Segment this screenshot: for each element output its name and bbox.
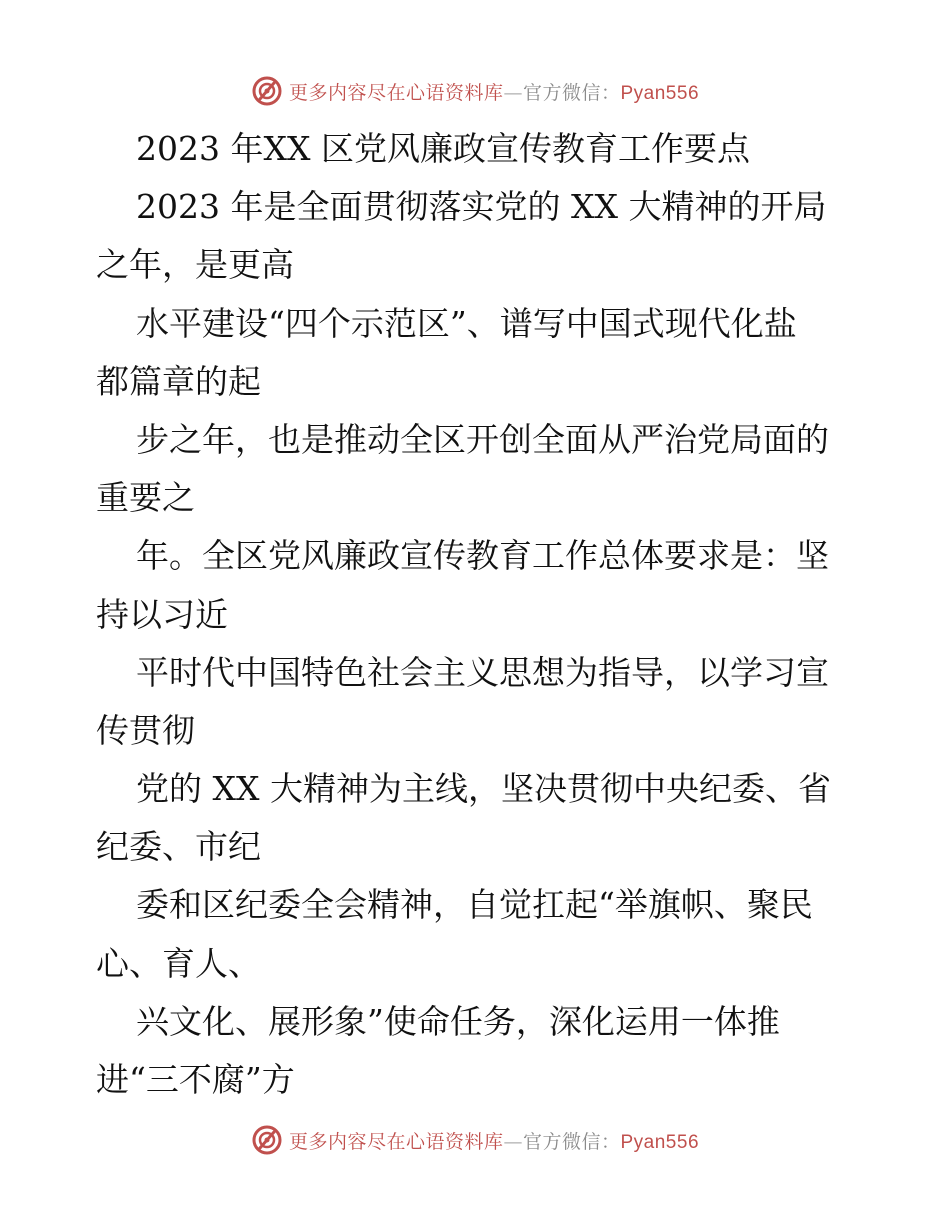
header-wechat-label: 官方微信： — [522, 81, 621, 104]
header-banner — [0, 71, 950, 111]
header-banner-text — [289, 78, 699, 105]
document-line: 之年，是更高 — [96, 245, 294, 285]
document-line: 进“三不腐”方 — [96, 1060, 295, 1099]
header-wechat-id: Pyan556 — [620, 82, 700, 104]
document-line: 传贯彻 — [96, 710, 195, 750]
document-line: 心、育人、 — [96, 943, 261, 983]
document-line: 步之年，也是推动全区开创全面从严治党局面的 — [136, 419, 829, 459]
red-seal-logo-icon — [251, 1124, 283, 1156]
header-brand-text: 更多内容尽在心语资料库 — [288, 81, 504, 104]
document-line: 持以习近 — [96, 594, 228, 634]
footer-wechat-id: Pyan556 — [620, 1131, 700, 1153]
document-line: 都篇章的起 — [96, 361, 261, 401]
document-line: 党的 XX 大精神为主线，坚决贯彻中央纪委、省 — [136, 769, 831, 809]
document-line: 年。全区党风廉政宣传教育工作总体要求是：坚 — [136, 536, 829, 576]
footer-banner — [0, 1120, 950, 1160]
document-body — [96, 120, 858, 1109]
header-separator: — — [503, 81, 523, 104]
document-line: 重要之 — [96, 478, 195, 518]
document-line: 2023 年是全面贯彻落实党的 XX 大精神的开局 — [136, 187, 827, 227]
document-line: 兴文化、展形象”使命任务，深化运用一体推 — [136, 1001, 780, 1041]
document-line: 水平建设“四个示范区”、谱写中国式现代化盐 — [136, 303, 797, 343]
document-line: 委和区纪委全会精神，自觉扛起“举旗帜、聚民 — [136, 885, 813, 925]
document-line: 平时代中国特色社会主义思想为指导，以学习宣 — [136, 652, 829, 692]
red-seal-logo-icon — [251, 75, 283, 107]
document-title: 2023 年XX 区党风廉政宣传教育工作要点 — [136, 129, 750, 168]
footer-separator: — — [503, 1130, 523, 1153]
footer-banner-text — [289, 1127, 699, 1154]
footer-wechat-label: 官方微信： — [522, 1130, 621, 1153]
document-line: 纪委、市纪 — [96, 827, 261, 867]
footer-brand-text: 更多内容尽在心语资料库 — [288, 1130, 504, 1153]
